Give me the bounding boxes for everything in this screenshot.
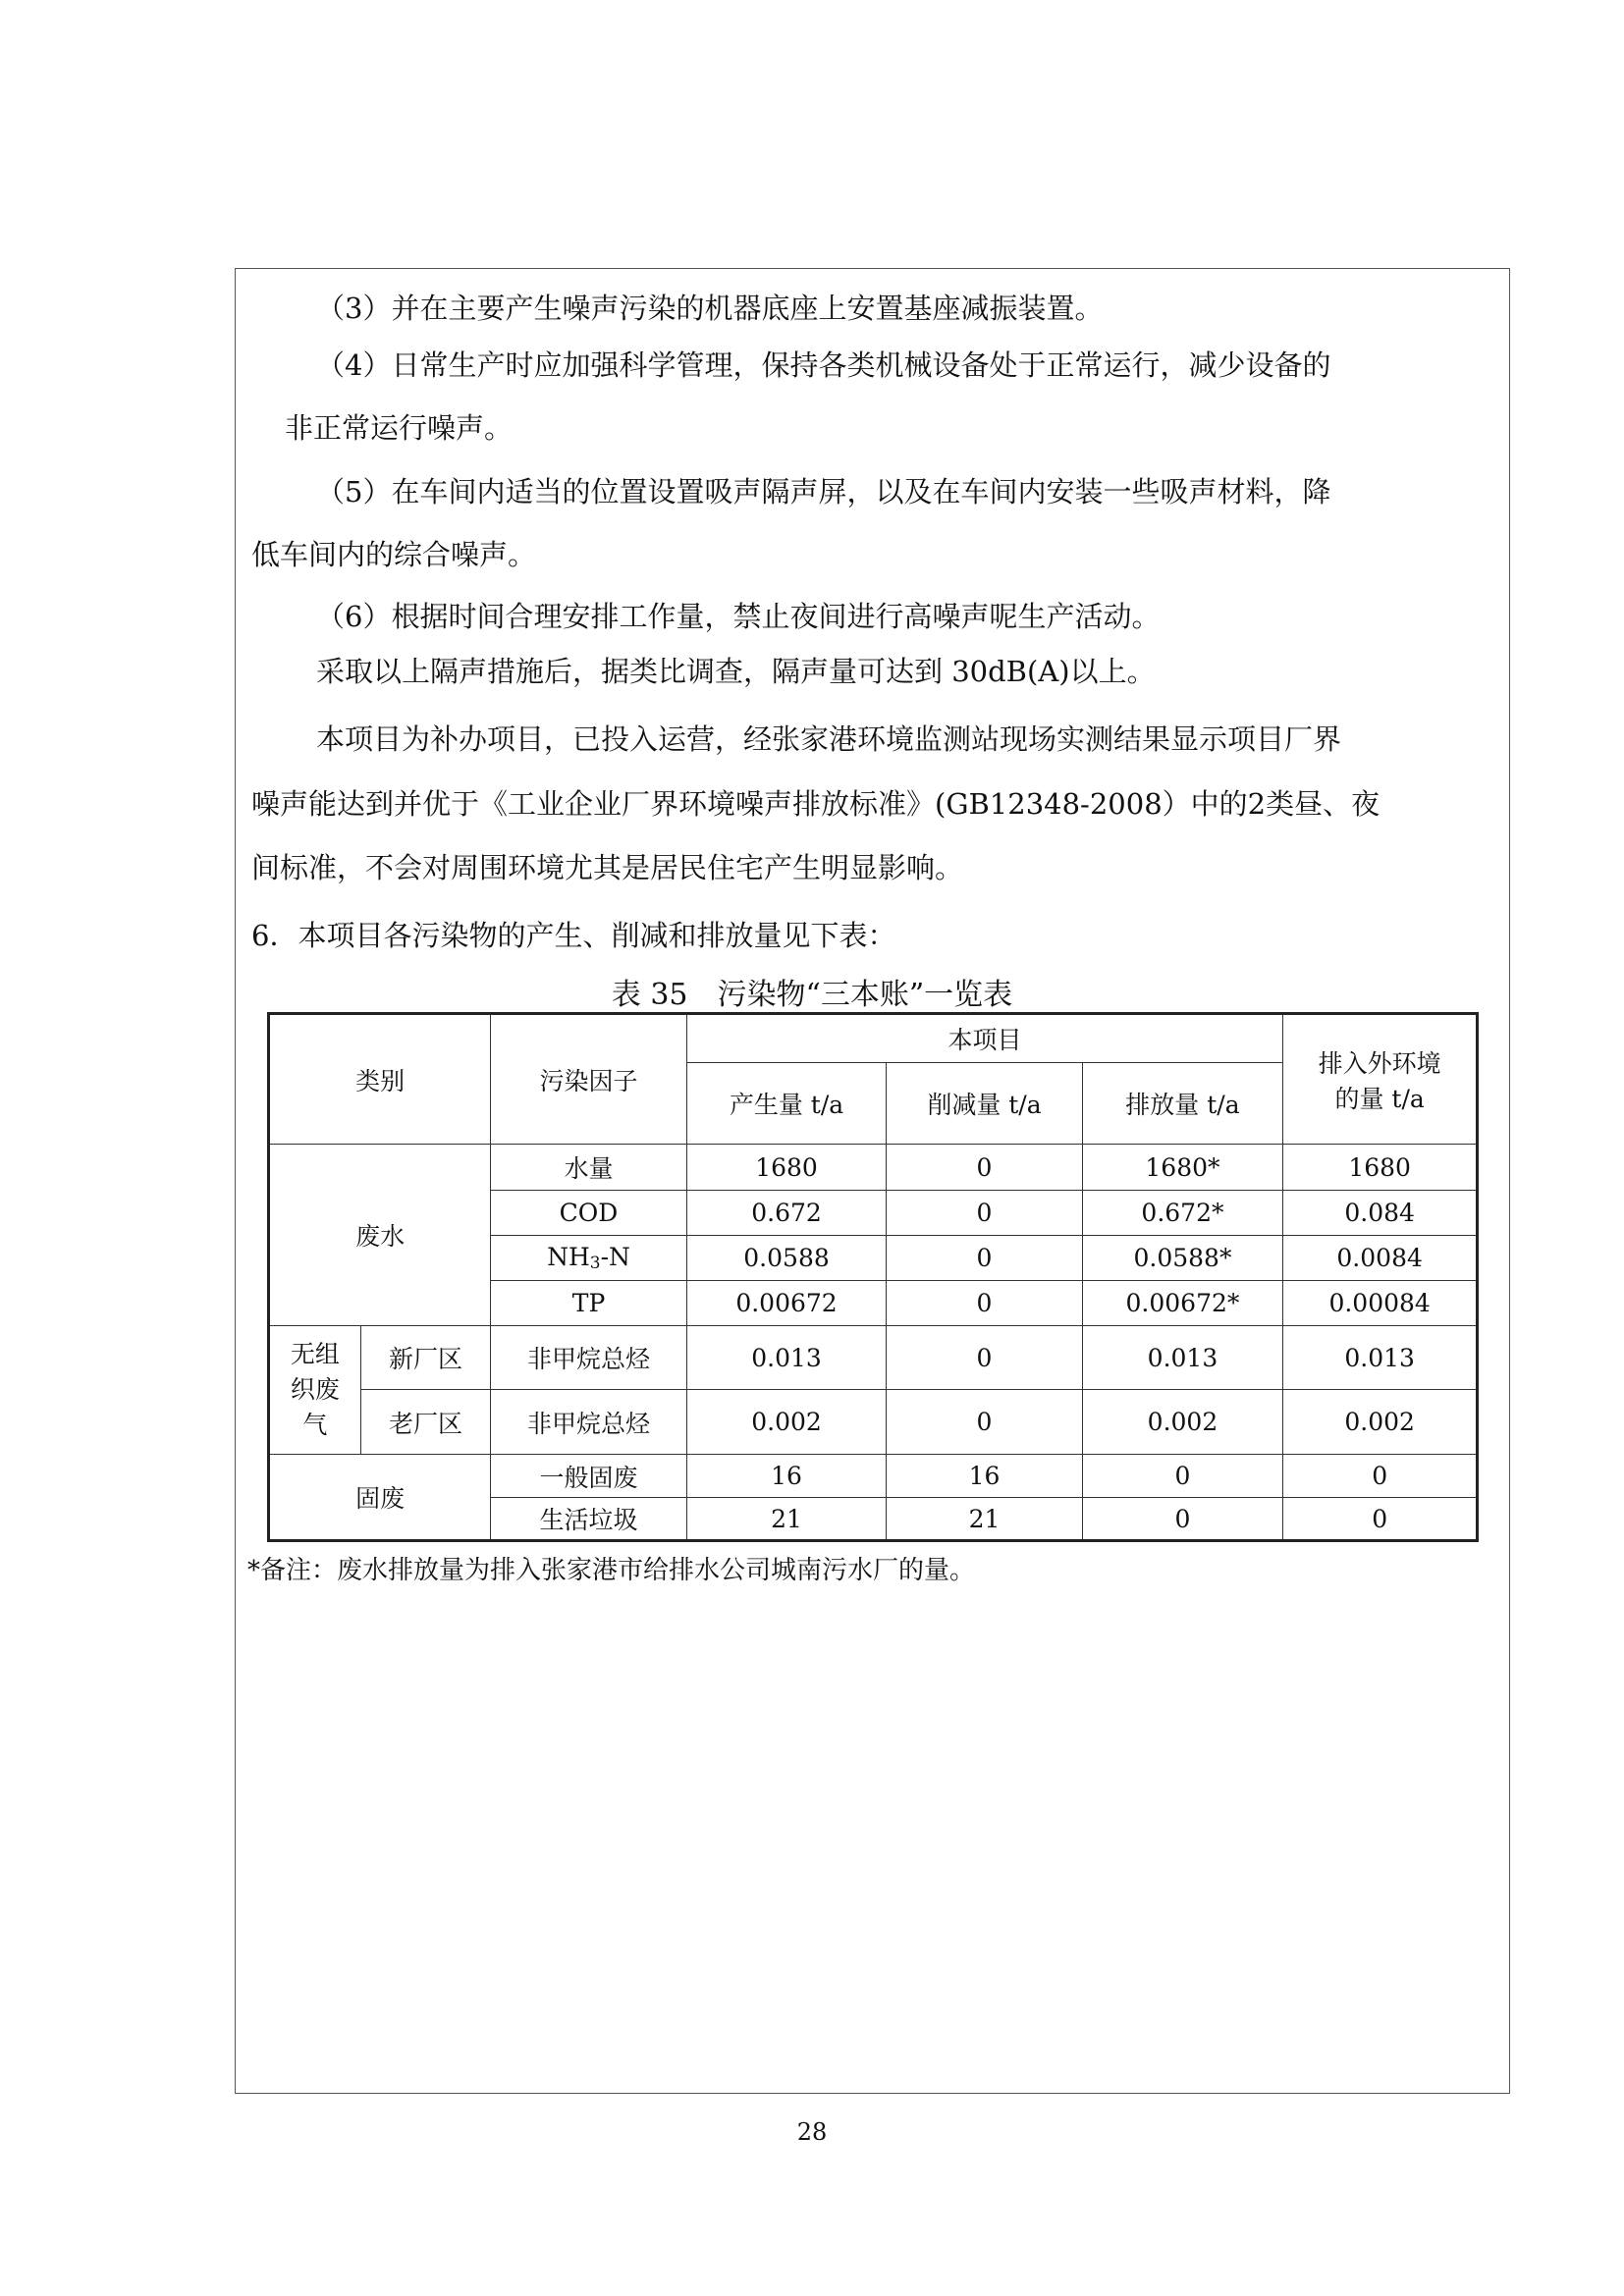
cell-external: 0 [1283, 1498, 1478, 1541]
paragraph-measure-6: （6）根据时间合理安排工作量，禁止夜间进行高噪声呢生产活动。 [316, 600, 1161, 633]
paragraph-measure-3: （3）并在主要产生噪声污染的机器底座上安置基座减振装置。 [316, 292, 1104, 325]
cell-discharged: 0.672* [1082, 1191, 1283, 1236]
paragraph-measure-4-cont: 非正常运行噪声。 [285, 411, 514, 445]
factor-subscript: 3 [589, 1254, 601, 1273]
cell-factor [491, 1236, 686, 1281]
paragraph-project-line1: 本项目为补办项目，已投入运营，经张家港环境监测站现场实测结果显示项目厂界 [316, 722, 1342, 756]
cell-factor: 一般固废 [491, 1455, 686, 1498]
header-category: 类别 [269, 1014, 491, 1145]
cell-discharged: 0.0588* [1082, 1236, 1283, 1281]
cell-factor: COD [491, 1191, 686, 1236]
cell-external: 0.084 [1283, 1191, 1478, 1236]
cell-produced: 0.00672 [686, 1281, 887, 1326]
group-fugitive-line2: 织废 [290, 1375, 340, 1404]
cell-discharged: 0.013 [1082, 1326, 1283, 1390]
cell-produced: 0.002 [686, 1390, 887, 1455]
table-row [269, 1326, 1478, 1390]
cell-external: 0 [1283, 1455, 1478, 1498]
header-discharged: 排放量 t/a [1082, 1063, 1283, 1145]
group-fugitive-gas [269, 1326, 361, 1455]
cell-reduced: 0 [887, 1145, 1082, 1191]
cell-discharged: 0.00672* [1082, 1281, 1283, 1326]
cell-produced: 0.672 [686, 1191, 887, 1236]
group-solid-waste: 固废 [269, 1455, 491, 1541]
cell-reduced: 0 [887, 1281, 1082, 1326]
cell-reduced: 0 [887, 1191, 1082, 1236]
table-header-row [269, 1014, 1478, 1063]
paragraph-conclusion: 采取以上隔声措施后，据类比调查，隔声量可达到 30dB(A)以上。 [316, 655, 1156, 688]
paragraph-measure-4: （4）日常生产时应加强科学管理，保持各类机械设备处于正常运行，减少设备的 [316, 348, 1331, 382]
table-row [269, 1390, 1478, 1455]
cell-external: 0.00084 [1283, 1281, 1478, 1326]
table-caption: 表 35 污染物“三本账”一览表 [611, 978, 1013, 1012]
header-external [1283, 1014, 1478, 1145]
header-project: 本项目 [686, 1014, 1283, 1063]
cell-produced: 0.0588 [686, 1236, 887, 1281]
factor-main: NH [547, 1243, 590, 1271]
table-footnote: *备注：废水排放量为排入张家港市给排水公司城南污水厂的量。 [247, 1556, 976, 1585]
subgroup-new-plant: 新厂区 [360, 1326, 491, 1390]
cell-external: 0.0084 [1283, 1236, 1478, 1281]
cell-factor: TP [491, 1281, 686, 1326]
cell-discharged: 0.002 [1082, 1390, 1283, 1455]
paragraph-project-line3: 间标准，不会对周围环境尤其是居民住宅产生明显影响。 [251, 851, 964, 884]
cell-reduced: 0 [887, 1326, 1082, 1390]
paragraph-measure-5: （5）在车间内适当的位置设置吸声隔声屏，以及在车间内安装一些吸声材料，降 [316, 475, 1331, 508]
cell-reduced: 0 [887, 1390, 1082, 1455]
group-fugitive-line3: 气 [302, 1411, 328, 1439]
cell-produced: 21 [686, 1498, 887, 1541]
cell-discharged: 1680* [1082, 1145, 1283, 1191]
subgroup-old-plant: 老厂区 [360, 1390, 491, 1455]
header-reduced: 削减量 t/a [887, 1063, 1082, 1145]
cell-discharged: 0 [1082, 1455, 1283, 1498]
group-wastewater: 废水 [269, 1145, 491, 1326]
cell-factor: 水量 [491, 1145, 686, 1191]
cell-produced: 16 [686, 1455, 887, 1498]
cell-factor: 非甲烷总烃 [491, 1390, 686, 1455]
cell-external: 0.013 [1283, 1326, 1478, 1390]
group-fugitive-line1: 无组 [290, 1340, 340, 1368]
cell-reduced: 0 [887, 1236, 1082, 1281]
table-row [269, 1145, 1478, 1191]
cell-external: 1680 [1283, 1145, 1478, 1191]
paragraph-measure-5-cont: 低车间内的综合噪声。 [251, 538, 537, 571]
cell-external: 0.002 [1283, 1390, 1478, 1455]
header-external-line1: 排入外环境 [1318, 1048, 1441, 1078]
header-factor: 污染因子 [491, 1014, 686, 1145]
cell-discharged: 0 [1082, 1498, 1283, 1541]
page-number: 28 [796, 2118, 828, 2146]
section-6-heading: 6．本项目各污染物的产生、削减和排放量见下表： [251, 919, 896, 952]
cell-factor: 非甲烷总烃 [491, 1326, 686, 1390]
cell-reduced: 16 [887, 1455, 1082, 1498]
cell-reduced: 21 [887, 1498, 1082, 1541]
cell-produced: 0.013 [686, 1326, 887, 1390]
header-produced: 产生量 t/a [686, 1063, 887, 1145]
pollutant-ledger-table [267, 1012, 1479, 1542]
table-row [269, 1455, 1478, 1498]
header-external-line2: 的量 t/a [1334, 1084, 1425, 1113]
cell-factor: 生活垃圾 [491, 1498, 686, 1541]
cell-produced: 1680 [686, 1145, 887, 1191]
factor-tail: -N [600, 1243, 630, 1271]
paragraph-project-line2: 噪声能达到并优于《工业企业厂界环境噪声排放标准》(GB12348-2008）中的2类昼、夜 [251, 787, 1380, 821]
